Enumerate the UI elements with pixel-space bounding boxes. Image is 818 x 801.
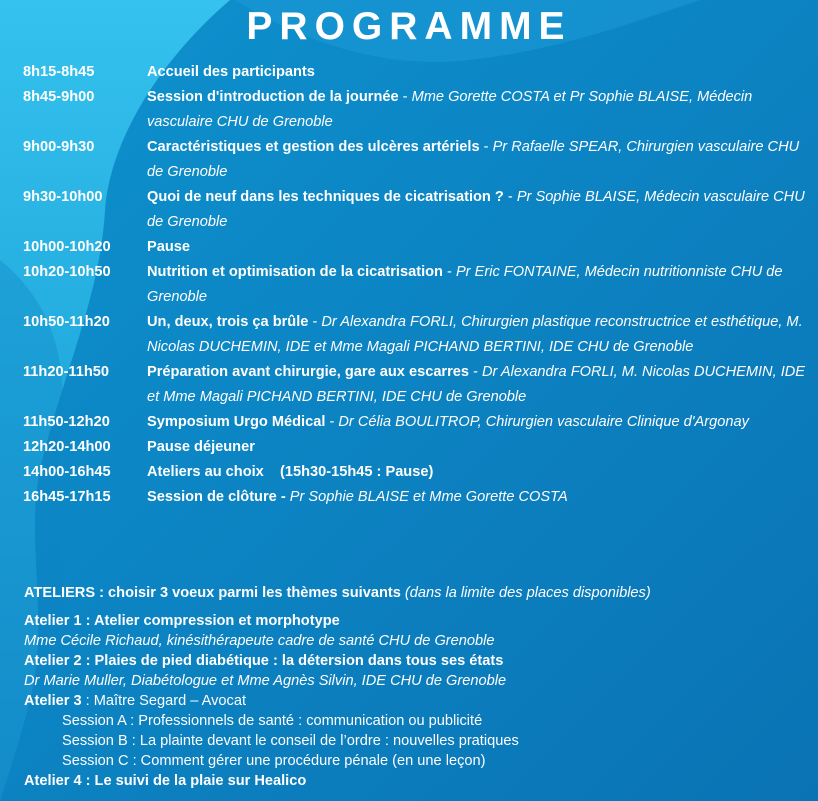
ateliers-heading-text: ATELIERS : choisir 3 voeux parmi les thèmes suivants xyxy=(24,585,401,601)
session-speaker: Pr Rafaelle SPEAR, Chirurgien vasculaire CHU de Grenoble xyxy=(147,139,800,180)
schedule-time: 8h45-9h00 xyxy=(23,89,95,105)
schedule-desc xyxy=(147,235,813,260)
schedule-row xyxy=(23,85,813,135)
schedule-desc xyxy=(147,85,813,135)
atelier-3-session: Session A : Professionnels de santé : communication ou publicité xyxy=(62,713,483,729)
atelier-4-title: Atelier 4 : Le suivi de la plaie sur Healico xyxy=(24,773,307,789)
schedule-row xyxy=(23,235,813,260)
schedule-desc xyxy=(147,135,813,185)
ateliers-heading-note: (dans la limite des places disponibles) xyxy=(404,585,651,601)
schedule-time: 11h50-12h20 xyxy=(23,414,110,430)
schedule-desc xyxy=(147,60,813,85)
schedule-desc xyxy=(147,185,813,235)
session-speaker: Dr Alexandra FORLI, M. Nicolas DUCHEMIN, IDE et Mme Magali PICHAND BERTINI, IDE CHU de Grenoble xyxy=(147,364,806,405)
atelier-3-session: Session B : La plainte devant le conseil de l’ordre : nouvelles pratiques xyxy=(62,733,519,749)
schedule-time: 10h50-11h20 xyxy=(23,314,110,330)
session-title: Nutrition et optimisation de la cicatrisation xyxy=(147,264,443,280)
schedule-row xyxy=(23,185,813,235)
atelier-2-title: Atelier 2 : Plaies de pied diabétique : la détersion dans tous ses états xyxy=(24,653,504,669)
schedule-time: 9h30-10h00 xyxy=(23,189,103,205)
schedule-desc xyxy=(147,260,813,310)
session-title: Symposium Urgo Médical xyxy=(147,414,326,430)
schedule-row xyxy=(23,410,813,435)
separator: - xyxy=(308,314,322,330)
schedule-list xyxy=(23,60,813,510)
session-title: Accueil des participants xyxy=(147,64,315,80)
schedule-desc xyxy=(147,360,813,410)
atelier-3-speaker: : Maître Segard – Avocat xyxy=(81,693,247,709)
session-speaker: Pr Eric FONTAINE, Médecin nutritionniste CHU de Grenoble xyxy=(147,264,783,305)
separator: - xyxy=(442,264,456,280)
ateliers-section xyxy=(24,583,814,791)
ateliers-heading xyxy=(24,583,814,603)
session-title: Pause déjeuner xyxy=(147,439,255,455)
schedule-row xyxy=(23,60,813,85)
atelier-2-speaker: Dr Marie Muller, Diabétologue et Mme Agnès Silvin, IDE CHU de Grenoble xyxy=(24,673,507,689)
atelier-3-label: Atelier 3 xyxy=(24,693,82,709)
session-title: Quoi de neuf dans les techniques de cicatrisation ? xyxy=(147,189,504,205)
schedule-desc xyxy=(147,460,813,485)
separator: - xyxy=(325,414,339,430)
session-speaker: Dr Alexandra FORLI, Chirurgien plastique reconstructrice et esthétique, M. Nicolas DUCHEMIN, IDE et Mme Magali PICHAND BERTINI, IDE CHU de Grenoble xyxy=(147,314,803,355)
schedule-row xyxy=(23,135,813,185)
session-title: Caractéristiques et gestion des ulcères artériels xyxy=(147,139,480,155)
schedule-row xyxy=(23,460,813,485)
schedule-row xyxy=(23,260,813,310)
atelier-1-speaker: Mme Cécile Richaud, kinésithérapeute cadre de santé CHU de Grenoble xyxy=(24,633,495,649)
atelier-3-session: Session C : Comment gérer une procédure pénale (en une leçon) xyxy=(62,753,486,769)
schedule-time: 10h20-10h50 xyxy=(23,264,111,280)
schedule-desc xyxy=(147,310,813,360)
schedule-time: 11h20-11h50 xyxy=(23,364,110,380)
session-title: Ateliers au choix (15h30-15h45 : Pause) xyxy=(147,464,434,480)
session-speaker: Mme Gorette COSTA et Pr Sophie BLAISE, Médecin vasculaire CHU de Grenoble xyxy=(147,89,753,130)
session-title: Session de clôture xyxy=(147,489,277,505)
session-title: Session d'introduction de la journée xyxy=(147,89,399,105)
separator: - xyxy=(479,139,493,155)
session-title: Préparation avant chirurgie, gare aux escarres xyxy=(147,364,470,380)
atelier-1-title: Atelier 1 : Atelier compression et morphotype xyxy=(24,613,340,629)
schedule-time: 10h00-10h20 xyxy=(23,239,111,255)
session-title: Pause xyxy=(147,239,190,255)
schedule-row xyxy=(23,360,813,410)
session-speaker: Pr Sophie BLAISE et Mme Gorette COSTA xyxy=(289,489,568,505)
atelier-3-title xyxy=(24,691,814,711)
schedule-desc xyxy=(147,410,813,435)
schedule-desc xyxy=(147,435,813,460)
separator: - xyxy=(398,89,412,105)
session-title: Un, deux, trois ça brûle xyxy=(147,314,309,330)
schedule-time: 8h15-8h45 xyxy=(23,64,95,80)
schedule-time: 14h00-16h45 xyxy=(23,464,111,480)
schedule-row xyxy=(23,310,813,360)
session-speaker: Dr Célia BOULITROP, Chirurgien vasculaire Clinique d'Argonay xyxy=(338,414,749,430)
separator: - xyxy=(503,189,517,205)
schedule-row xyxy=(23,435,813,460)
session-speaker: Pr Sophie BLAISE, Médecin vasculaire CHU de Grenoble xyxy=(147,189,805,230)
separator: - xyxy=(469,364,483,380)
schedule-time: 12h20-14h00 xyxy=(23,439,111,455)
schedule-time: 9h00-9h30 xyxy=(23,139,95,155)
page-title: PROGRAMME xyxy=(246,5,572,48)
schedule-desc xyxy=(147,485,813,510)
schedule-time: 16h45-17h15 xyxy=(23,489,111,505)
separator: - xyxy=(276,489,290,505)
schedule-row xyxy=(23,485,813,510)
